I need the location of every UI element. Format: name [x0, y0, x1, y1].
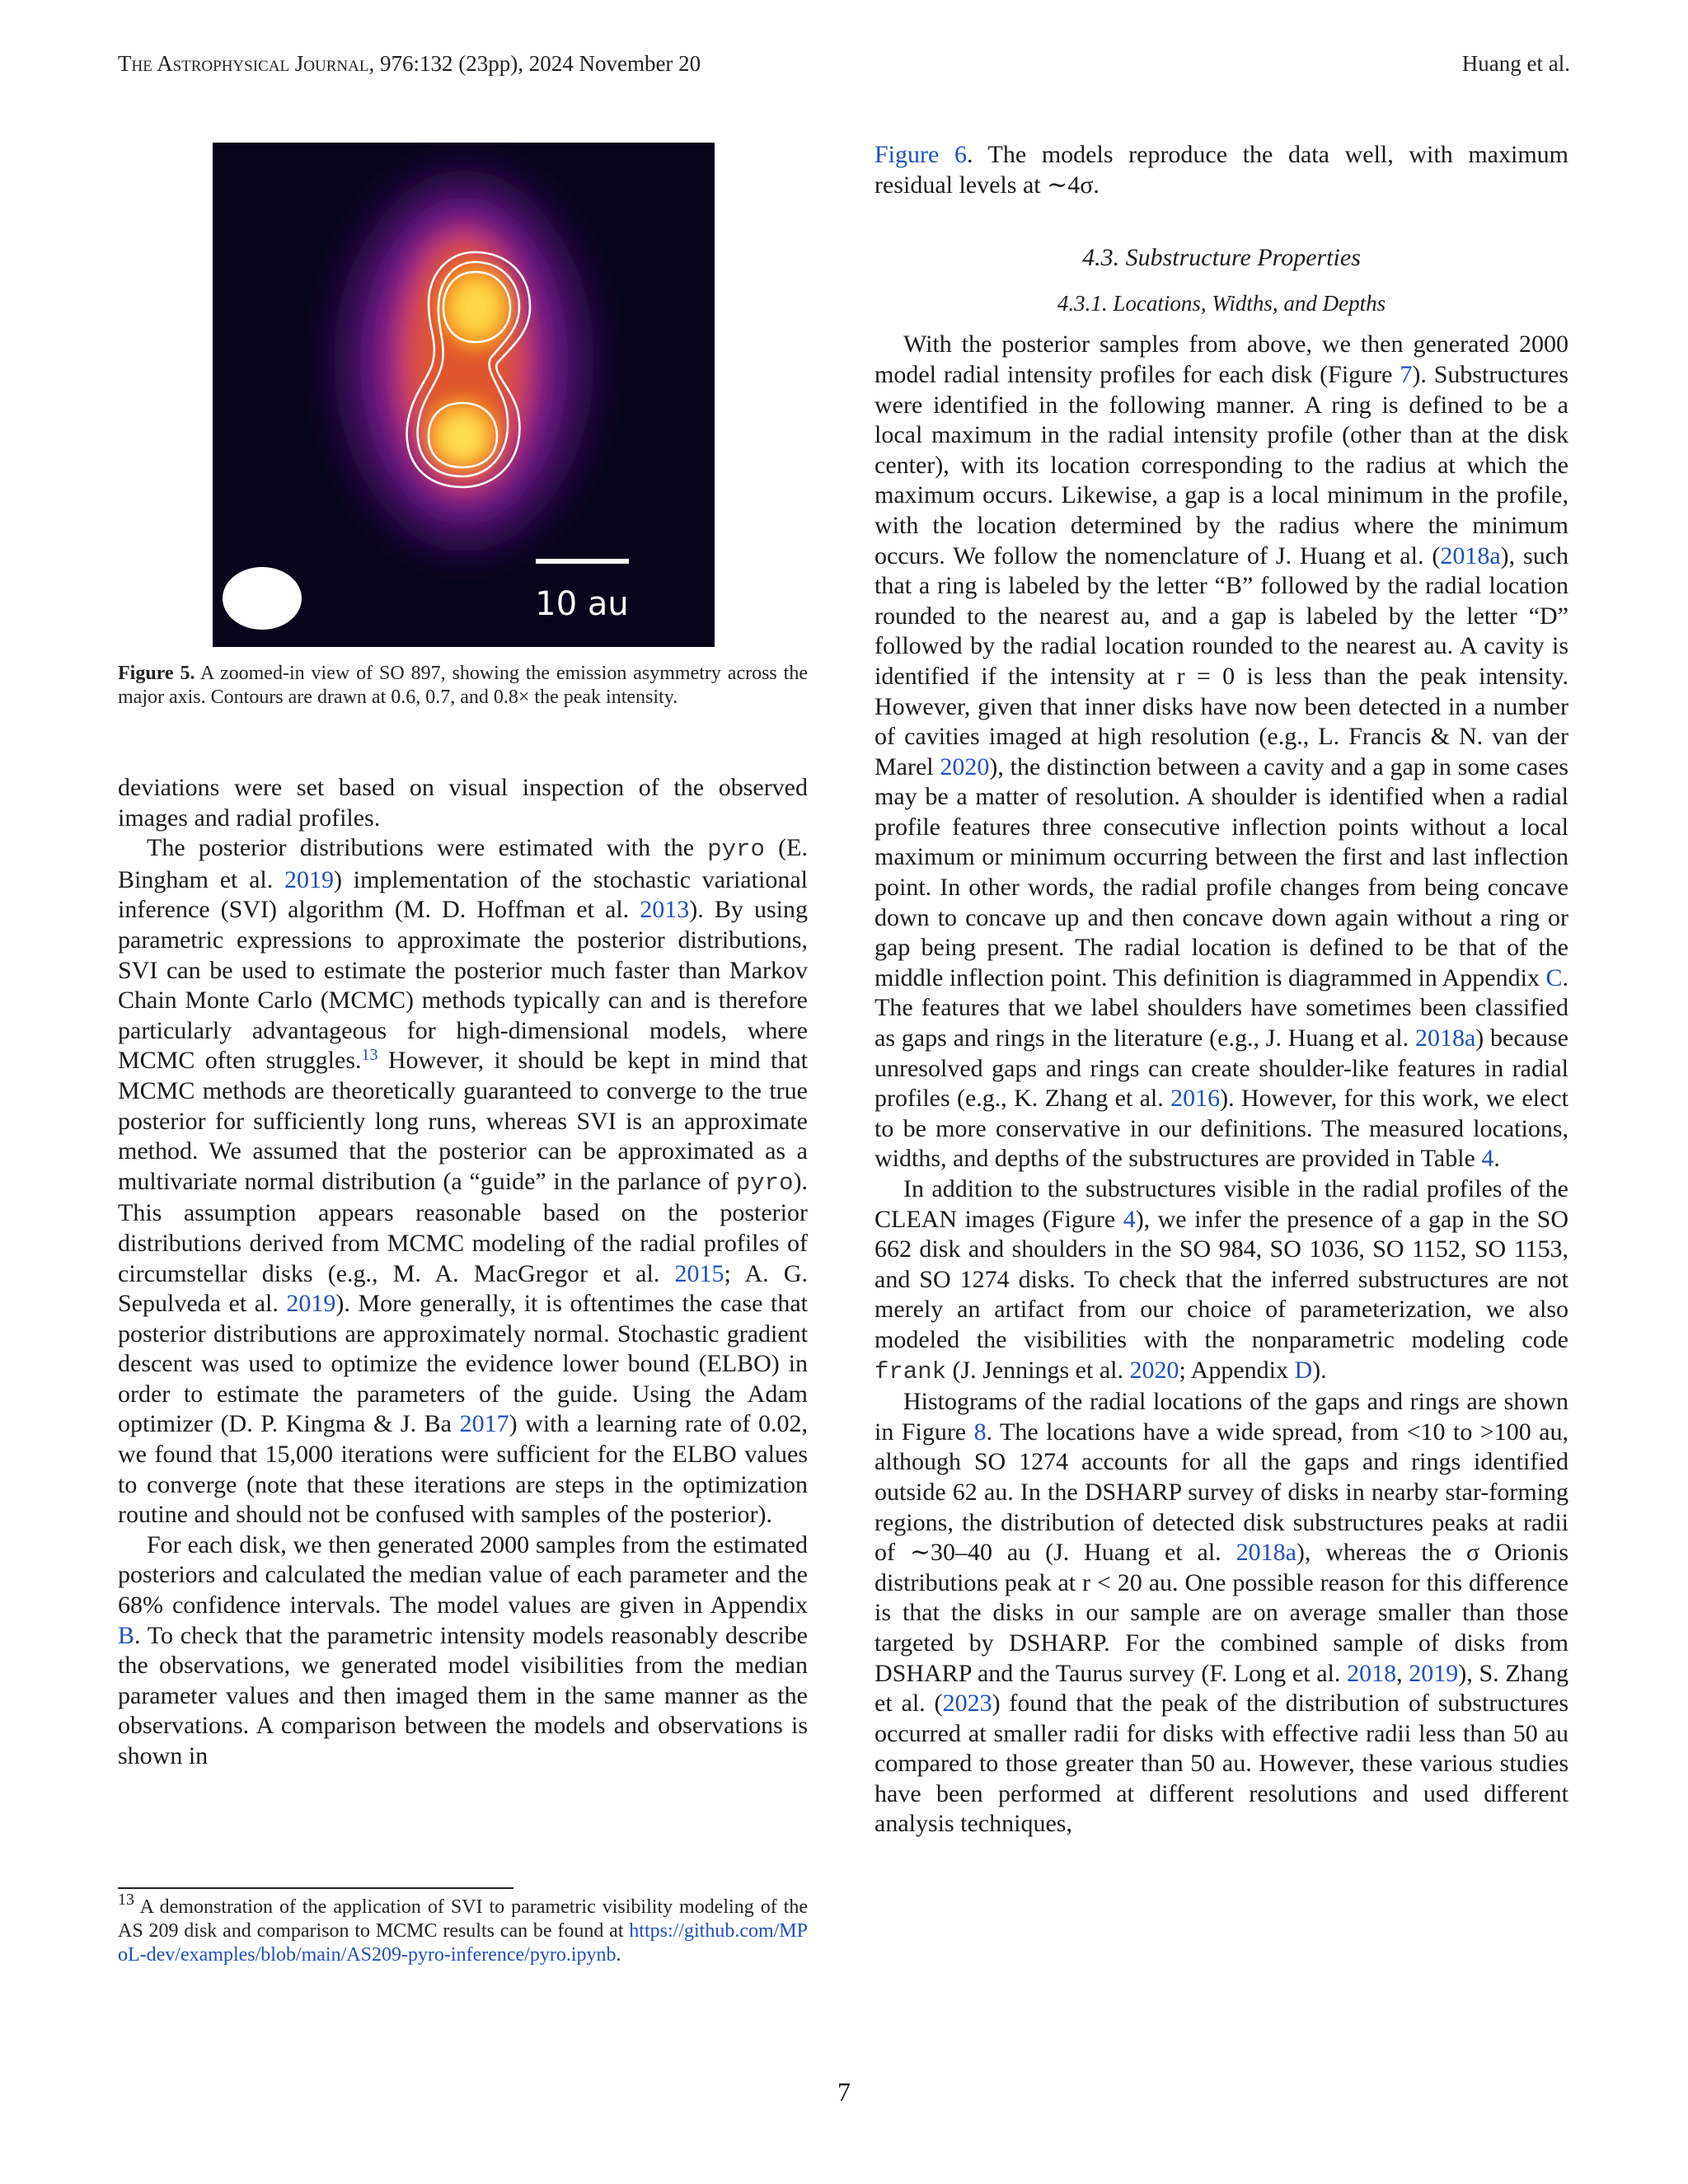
footnote-link[interactable]: 13 — [361, 1046, 378, 1065]
citation-link[interactable]: 2020 — [1129, 1356, 1179, 1384]
paragraph: Histograms of the radial locations of the gaps and rings are shown in Figure 8. The locations have a wide spread, from <10 to >100 au, although SO 1274 accounts for all the gaps and rings identified outside 62 au. In the DSHARP survey of disks in nearby star-forming regions, the distribution of detected disk substructures peaks at radii of ∼30–40 au (J. Huang et al. 2018a), whereas the σ Orionis distributions peak at r < 20 au. One possible reason for this difference is that the disks in our sample are on average smaller than those targeted by DSHARP. For the combined sample of disks from DSHARP and the Taurus survey (F. Long et al. 2018, 2019), S. Zhang et al. (2023) found that the peak of the distribution of substructures occurred at smaller radii for disks with effective radii less than 50 au compared to those greater than 50 au. However, these various studies have been performed at different resolutions and used different analysis techniques, — [874, 1388, 1569, 1838]
paragraph: In addition to the substructures visible in the radial profiles of the CLEAN images (Figure 4), we infer the presence of a gap in the SO 662 disk and shoulders in the SO 984, SO 1036, SO 1152, SO 1153, and SO 1274 disks. To check that the inferred substructures are not merely an artifact from our choice of parameterization, we also modeled the visibilities with the nonparametric modeling code frank (J. Jennings et al. 2020; Appendix D). — [874, 1175, 1568, 1385]
appendix-link[interactable]: B — [118, 1621, 135, 1649]
appendix-link[interactable]: D — [1294, 1356, 1313, 1384]
citation-link[interactable]: 2018a — [1414, 1024, 1476, 1052]
authors: Huang et al. — [1461, 51, 1570, 76]
citation-link[interactable]: 2019 — [284, 865, 334, 893]
citation-link[interactable]: 2019 — [1409, 1659, 1459, 1687]
code-pyro: pyro — [707, 836, 765, 864]
paragraph: deviations were set based on visual inspection of the observed images and radial profiles. — [118, 774, 808, 832]
citation-link[interactable]: 2020 — [940, 752, 990, 780]
figure-link[interactable]: Figure 6 — [874, 141, 967, 168]
paragraph: With the posterior samples from above, we then generated 2000 model radial intensity profiles for each disk (Figure 7). Substructures were identified in the following manner. A ring is defined to be a local maximum in the radial intensity profile (other than at the disk center), with its location corresponding to the radius at which the maximum occurs. Likewise, a gap is a local minimum in the profile, with the location determined by the radius where the minimum occurs. We follow the nomenclature of J. Huang et al. (2018a), such that a ring is labeled by the letter “B” followed by the radial location rounded to the nearest au, and a gap is labeled by the letter “D” followed by the radial location rounded to the nearest au. A cavity is identified if the intensity at r = 0 is less than the peak intensity. However, given that inner disks have now been detected in a number of cavities imaged at high resolution (e.g., L. Francis & N. van der Marel 2020), the distinction between a cavity and a gap in some cases may be a matter of resolution. A shoulder is identified when a radial profile features three consecutive inflection points without a local maximum or minimum occurring between the first and last inflection point. In other words, the radial profile changes from being concave down to concave up and then concave down again without a ring or gap being present. The radial location is defined to be that of the middle inflection point. This definition is diagrammed in Appendix C. The features that we label shoulders have sometimes been classified as gaps and rings in the literature (e.g., J. Huang et al. 2018a) because unresolved gaps and rings can create shoulder-like features in radial profiles (e.g., K. Zhang et al. 2016). However, for this work, we elect to be more conservative in our definitions. The measured locations, widths, and depths of the substructures are provided in Table 4. — [874, 330, 1569, 1173]
paragraph: For each disk, we then generated 2000 samples from the estimated posteriors and calculated the median value of each parameter and the 68% confidence intervals. The model values are given in Appendix B. To check that the parametric intensity models reasonably describe the observations, we generated model visibilities from the median parameter values and then imaged them in the same manner as the observations. A comparison between the models and observations is shown in — [118, 1530, 808, 1769]
figure-link[interactable]: 8 — [973, 1418, 987, 1446]
figure-5-image — [213, 143, 715, 647]
citation-link[interactable]: 2019 — [286, 1290, 336, 1318]
citation-link[interactable]: 2018 — [1347, 1659, 1397, 1687]
citation-link[interactable]: 2015 — [674, 1259, 724, 1287]
figure-link[interactable]: 4 — [1123, 1205, 1136, 1233]
scale-bar — [536, 559, 629, 564]
citation-link[interactable]: 2017 — [459, 1410, 509, 1438]
journal-citation: The Astrophysical Journal, 976:132 (23pp), 2024 November 20 — [118, 51, 701, 76]
figure-5-caption: Figure 5. A zoomed-in view of SO 897, showing the emission asymmetry across the major axis. Contours are drawn at 0.6, 0.7, and 0.8× the peak intensity. — [118, 663, 809, 708]
scale-bar-label: 10 au — [535, 585, 629, 623]
footnote-13: $^{13}$ A demonstration of the application of SVI to parametric visibility modeling of the AS 209 disk and comparison to MCMC results can be found at https://github.com/MPoL-dev/examples/blob/main/AS209-pyro-inference/pyro.ipynb. — [118, 1891, 808, 1966]
footnote-divider — [118, 1887, 513, 1889]
running-header — [118, 51, 1570, 84]
citation-link[interactable]: 2013 — [640, 896, 690, 924]
citation-link[interactable]: 2023 — [942, 1690, 992, 1718]
footnote-url-link[interactable]: https://github.com/MPoL-dev/examples/blob/main/AS209-pyro-inference/pyro.ipynb — [118, 1920, 808, 1966]
subsection-heading: 4.3.1. Locations, Widths, and Depths — [1057, 290, 1386, 316]
code-frank: frank — [874, 1357, 947, 1385]
page-number: 7 — [837, 2077, 851, 2107]
table-link[interactable]: 4 — [1481, 1145, 1494, 1173]
appendix-link[interactable]: C — [1545, 963, 1563, 991]
beam-ellipse — [223, 567, 302, 630]
paragraph: The posterior distributions were estimated with the pyro (E. Bingham et al. 2019) implementation of the stochastic variational inference (SVI) algorithm (M. D. Hoffman et al. 2013). By using parametric expressions to approximate the posterior distributions, SVI can be used to estimate the posterior much faster than Markov Chain Monte Carlo (MCMC) methods typically can and is therefore particularly advantageous for high-dimensional models, where MCMC often struggles.$^{13}$ However, it should be kept in mind that MCMC methods are theoretically guaranteed to converge to the true posterior for sufficiently long runs, whereas SVI is an approximate method. We assumed that the posterior can be approximated as a multivariate normal distribution (a “guide” in the parlance of pyro). This assumption appears reasonable based on the posterior distributions derived from MCMC modeling of the radial profiles of circumstellar disks (e.g., M. A. MacGregor et al. 2015; A. G. Sepulveda et al. 2019). More generally, it is oftentimes the case that posterior distributions are approximately normal. Stochastic gradient descent was used to optimize the evidence lower bound (ELBO) in order to estimate the parameters of the guide. Using the Adam optimizer (D. P. Kingma & J. Ba 2017) with a learning rate of 0.02, we found that 15,000 iterations were sufficient for the ELBO values to converge (note that these iterations are steps in the optimization routine and should not be confused with samples of the posterior). — [118, 834, 809, 1529]
section-heading: 4.3. Substructure Properties — [1082, 244, 1361, 272]
figure-label: Figure 5. — [118, 663, 195, 684]
right-column — [874, 140, 1568, 1840]
citation-link[interactable]: 2018a — [1236, 1539, 1296, 1567]
code-pyro: pyro — [735, 1169, 794, 1197]
figure-link[interactable]: 7 — [1400, 360, 1413, 388]
paragraph: Figure 6. The models reproduce the data well, with maximum residual levels at ∼4σ. — [874, 141, 1568, 199]
citation-link[interactable]: 2016 — [1170, 1085, 1221, 1113]
citation-link[interactable]: 2018a — [1440, 541, 1501, 569]
left-column — [118, 773, 808, 1772]
